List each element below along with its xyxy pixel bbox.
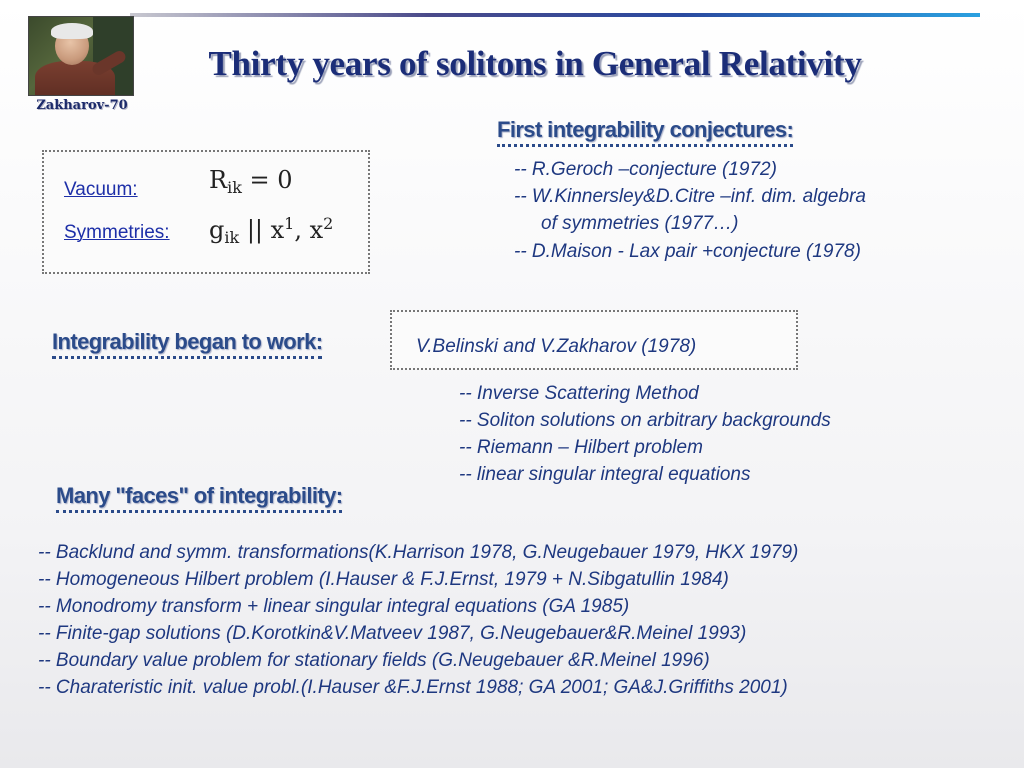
conjecture-item-1: -- R.Geroch –conjecture (1972) — [514, 159, 777, 180]
top-decorative-line — [130, 13, 980, 17]
faces-item-5: -- Boundary value problem for stationary fields (G.Neugebauer &R.Meinel 1996) — [38, 650, 710, 671]
vacuum-equation — [209, 166, 293, 197]
sym-eq-sup1: 1 — [284, 214, 295, 233]
vacuum-eq-symbol: R — [209, 166, 228, 194]
belinski-zakharov-box — [390, 310, 798, 370]
sym-eq-sup2: 2 — [323, 214, 334, 233]
work-item-2: -- Soliton solutions on arbitrary backgrounds — [459, 410, 831, 431]
sym-eq-sub: ik — [224, 228, 240, 247]
work-item-1: -- Inverse Scattering Method — [459, 383, 699, 404]
faces-item-6: -- Charateristic init. value probl.(I.Hauser &F.J.Ernst 1988; GA 2001; GA&J.Griffiths 2001) — [38, 677, 788, 698]
slide-title: Thirty years of solitons in General Relativity — [208, 44, 862, 83]
faces-item-4: -- Finite-gap solutions (D.Korotkin&V.Matveev 1987, G.Neugebauer&R.Meinel 1993) — [38, 623, 747, 644]
work-item-4: -- linear singular integral equations — [459, 464, 751, 485]
conjecture-item-3: of symmetries (1977…) — [541, 213, 739, 234]
photo-caption: Zakharov-70 — [36, 98, 128, 113]
photo-hair-shape — [51, 23, 93, 39]
faces-item-2: -- Homogeneous Hilbert problem (I.Hauser & F.J.Ernst, 1979 + N.Sibgatullin 1984) — [38, 569, 729, 590]
symmetries-equation — [209, 214, 333, 247]
vacuum-eq-sub: ik — [227, 178, 242, 197]
speaker-photo — [28, 16, 134, 96]
sym-eq-middle: || x — [239, 216, 285, 244]
integrability-work-heading: Integrability began to work: — [52, 330, 322, 359]
belinski-zakharov-text: V.Belinski and V.Zakharov (1978) — [416, 336, 697, 357]
sym-eq-symbol: g — [209, 216, 225, 244]
vacuum-eq-rest: = 0 — [241, 166, 293, 194]
conjecture-item-4: -- D.Maison - Lax pair +conjecture (1978) — [514, 241, 861, 262]
first-conjectures-heading: First integrability conjectures: — [497, 118, 793, 147]
many-faces-heading: Many "faces" of integrability: — [56, 484, 342, 513]
work-item-3: -- Riemann – Hilbert problem — [459, 437, 703, 458]
vacuum-label: Vacuum: — [64, 179, 138, 200]
sym-eq-comma: , x — [294, 216, 324, 244]
faces-item-3: -- Monodromy transform + linear singular integral equations (GA 1985) — [38, 596, 630, 617]
symmetries-label: Symmetries: — [64, 222, 170, 243]
conjecture-item-2: -- W.Kinnersley&D.Citre –inf. dim. algebra — [514, 186, 866, 207]
faces-item-1: -- Backlund and symm. transformations(K.Harrison 1978, G.Neugebauer 1979, HKX 1979) — [38, 542, 799, 563]
equation-box — [42, 150, 370, 274]
